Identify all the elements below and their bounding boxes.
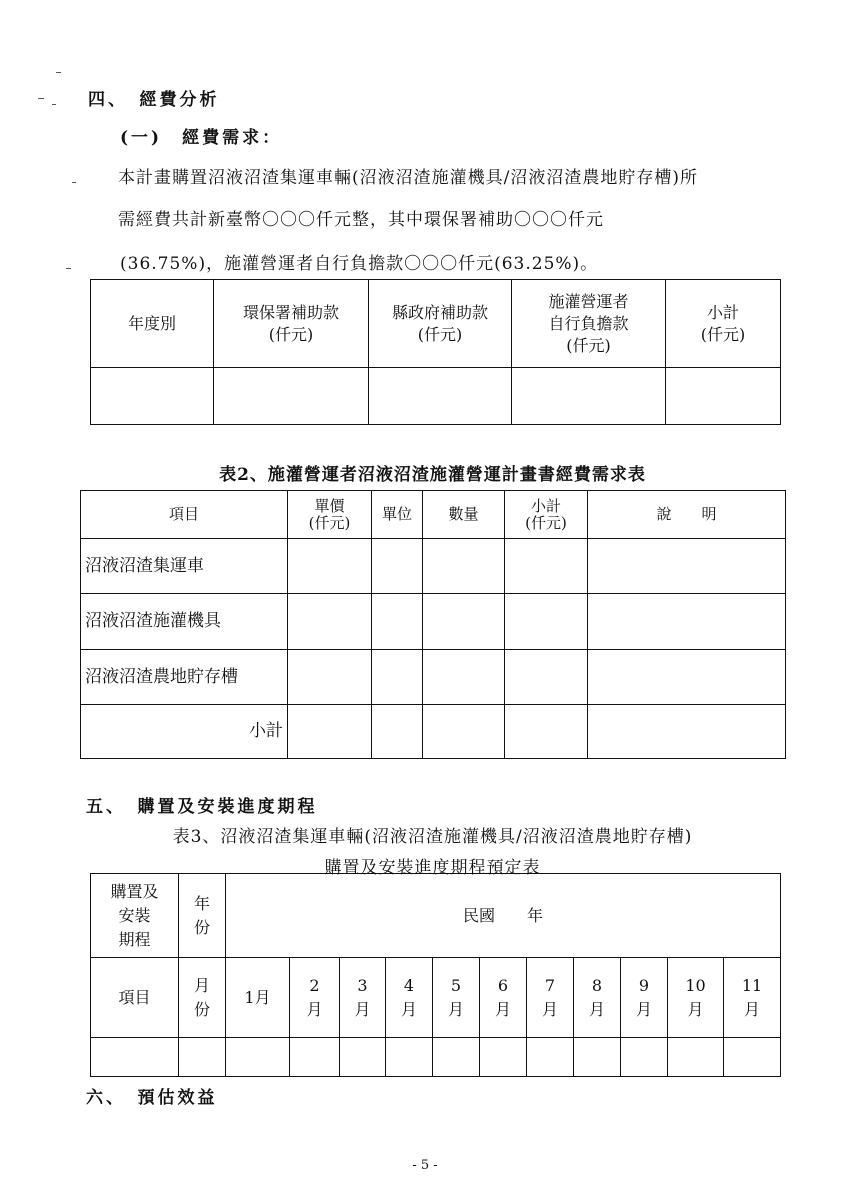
header-item: 項目 <box>81 491 288 539</box>
table-cell <box>505 594 588 650</box>
table-row <box>91 368 781 425</box>
table-cell <box>179 1038 226 1077</box>
table-row <box>91 1038 781 1077</box>
cost-table <box>80 490 786 759</box>
table-cell <box>505 705 588 759</box>
cost-table-header-row <box>81 491 786 539</box>
section4-heading: 四、 經費分析 <box>88 90 220 110</box>
table-cell <box>214 368 369 425</box>
table-cell <box>588 594 786 650</box>
table2-caption: 表2、施灌營運者沼液沼渣施灌營運計畫書經費需求表 <box>219 465 646 485</box>
table-row <box>81 705 786 759</box>
section6-heading: 六、 預估效益 <box>86 1088 218 1108</box>
header-epa-subsidy: 環保署補助款 (仟元) <box>214 280 369 368</box>
row-label-storage-tank: 沼液沼渣農地貯存槽 <box>81 650 288 705</box>
month-4: 4 月 <box>386 958 433 1038</box>
month-9: 9 月 <box>621 958 668 1038</box>
scan-mark <box>38 98 44 99</box>
table-cell <box>668 1038 724 1077</box>
table-cell <box>574 1038 621 1077</box>
paragraph-line-1: 本計畫購置沼液沼渣集運車輛(沼液沼渣施灌機具/沼液沼渣農地貯存槽)所 <box>118 168 698 188</box>
month-10: 10 月 <box>668 958 724 1038</box>
header-schedule-corner: 購置及 安裝 期程 <box>91 874 179 958</box>
table-cell <box>423 705 505 759</box>
table-cell <box>290 1038 340 1077</box>
funding-table-header-row <box>91 280 781 368</box>
header-year-label: 年 份 <box>179 874 226 958</box>
table-cell <box>588 705 786 759</box>
table-cell <box>480 1038 527 1077</box>
page-number: - 5 - <box>412 1158 438 1173</box>
header-quantity: 數量 <box>423 491 505 539</box>
table-cell <box>288 594 372 650</box>
header-subtotal: 小計 (仟元) <box>505 491 588 539</box>
section5-heading: 五、 購置及安裝進度期程 <box>86 797 318 817</box>
header-subtotal: 小計 (仟元) <box>666 280 781 368</box>
header-unit-price: 單價 (仟元) <box>288 491 372 539</box>
header-month-label: 月 份 <box>179 958 226 1038</box>
month-2: 2 月 <box>290 958 340 1038</box>
scan-mark <box>56 72 61 73</box>
table-cell <box>527 1038 574 1077</box>
table3-caption-line2: 購置及安裝進度期程預定表 <box>324 858 541 878</box>
header-item: 項目 <box>91 958 179 1038</box>
section4-subheading: (一) 經費需求： <box>120 128 283 148</box>
table3-caption-line1: 表3、沼液沼渣集運車輛(沼液沼渣施灌機具/沼液沼渣農地貯存槽) <box>172 827 693 847</box>
table-row <box>81 594 786 650</box>
row-label-subtotal: 小計 <box>81 705 288 759</box>
header-county-subsidy: 縣政府補助款 (仟元) <box>369 280 512 368</box>
table-cell <box>372 539 423 594</box>
table-cell <box>666 368 781 425</box>
schedule-month-row <box>91 958 781 1038</box>
table-cell <box>372 594 423 650</box>
schedule-table <box>90 873 781 1077</box>
table-cell <box>588 650 786 705</box>
month-11: 11 月 <box>724 958 781 1038</box>
table-cell <box>369 368 512 425</box>
table-cell <box>288 539 372 594</box>
table-cell <box>588 539 786 594</box>
table-cell <box>288 650 372 705</box>
month-1: 1月 <box>226 958 290 1038</box>
table-cell <box>505 650 588 705</box>
table-cell <box>423 539 505 594</box>
schedule-header-row <box>91 874 781 958</box>
table-cell <box>288 705 372 759</box>
table-cell <box>372 705 423 759</box>
month-5: 5 月 <box>433 958 480 1038</box>
table-cell <box>91 368 214 425</box>
table-cell <box>340 1038 386 1077</box>
scan-mark <box>72 182 76 183</box>
table-cell <box>372 650 423 705</box>
table-cell <box>505 539 588 594</box>
table-cell <box>621 1038 668 1077</box>
table-cell <box>226 1038 290 1077</box>
row-label-collection-vehicle: 沼液沼渣集運車 <box>81 539 288 594</box>
month-3: 3 月 <box>340 958 386 1038</box>
paragraph-line-2: 需經費共計新臺幣〇〇〇仟元整，其中環保署補助〇〇〇仟元 <box>118 210 604 230</box>
header-description: 說 明 <box>588 491 786 539</box>
scan-mark <box>52 104 56 105</box>
table-cell <box>512 368 666 425</box>
paragraph-line-3: (36.75%)，施灌營運者自行負擔款〇〇〇仟元(63.25%)。 <box>120 254 599 274</box>
table-row <box>81 650 786 705</box>
month-7: 7 月 <box>527 958 574 1038</box>
table-cell <box>423 650 505 705</box>
header-year: 年度別 <box>91 280 214 368</box>
table-cell <box>724 1038 781 1077</box>
table-cell <box>423 594 505 650</box>
scan-mark <box>66 268 71 269</box>
table-cell <box>91 1038 179 1077</box>
funding-table <box>90 279 781 425</box>
row-label-irrigation-equipment: 沼液沼渣施灌機具 <box>81 594 288 650</box>
month-6: 6 月 <box>480 958 527 1038</box>
month-8: 8 月 <box>574 958 621 1038</box>
header-operator-share: 施灌營運者 自行負擔款 (仟元) <box>512 280 666 368</box>
table-row <box>81 539 786 594</box>
table-cell <box>433 1038 480 1077</box>
table-cell <box>386 1038 433 1077</box>
header-roc-year: 民國 年 <box>226 874 781 958</box>
header-unit: 單位 <box>372 491 423 539</box>
